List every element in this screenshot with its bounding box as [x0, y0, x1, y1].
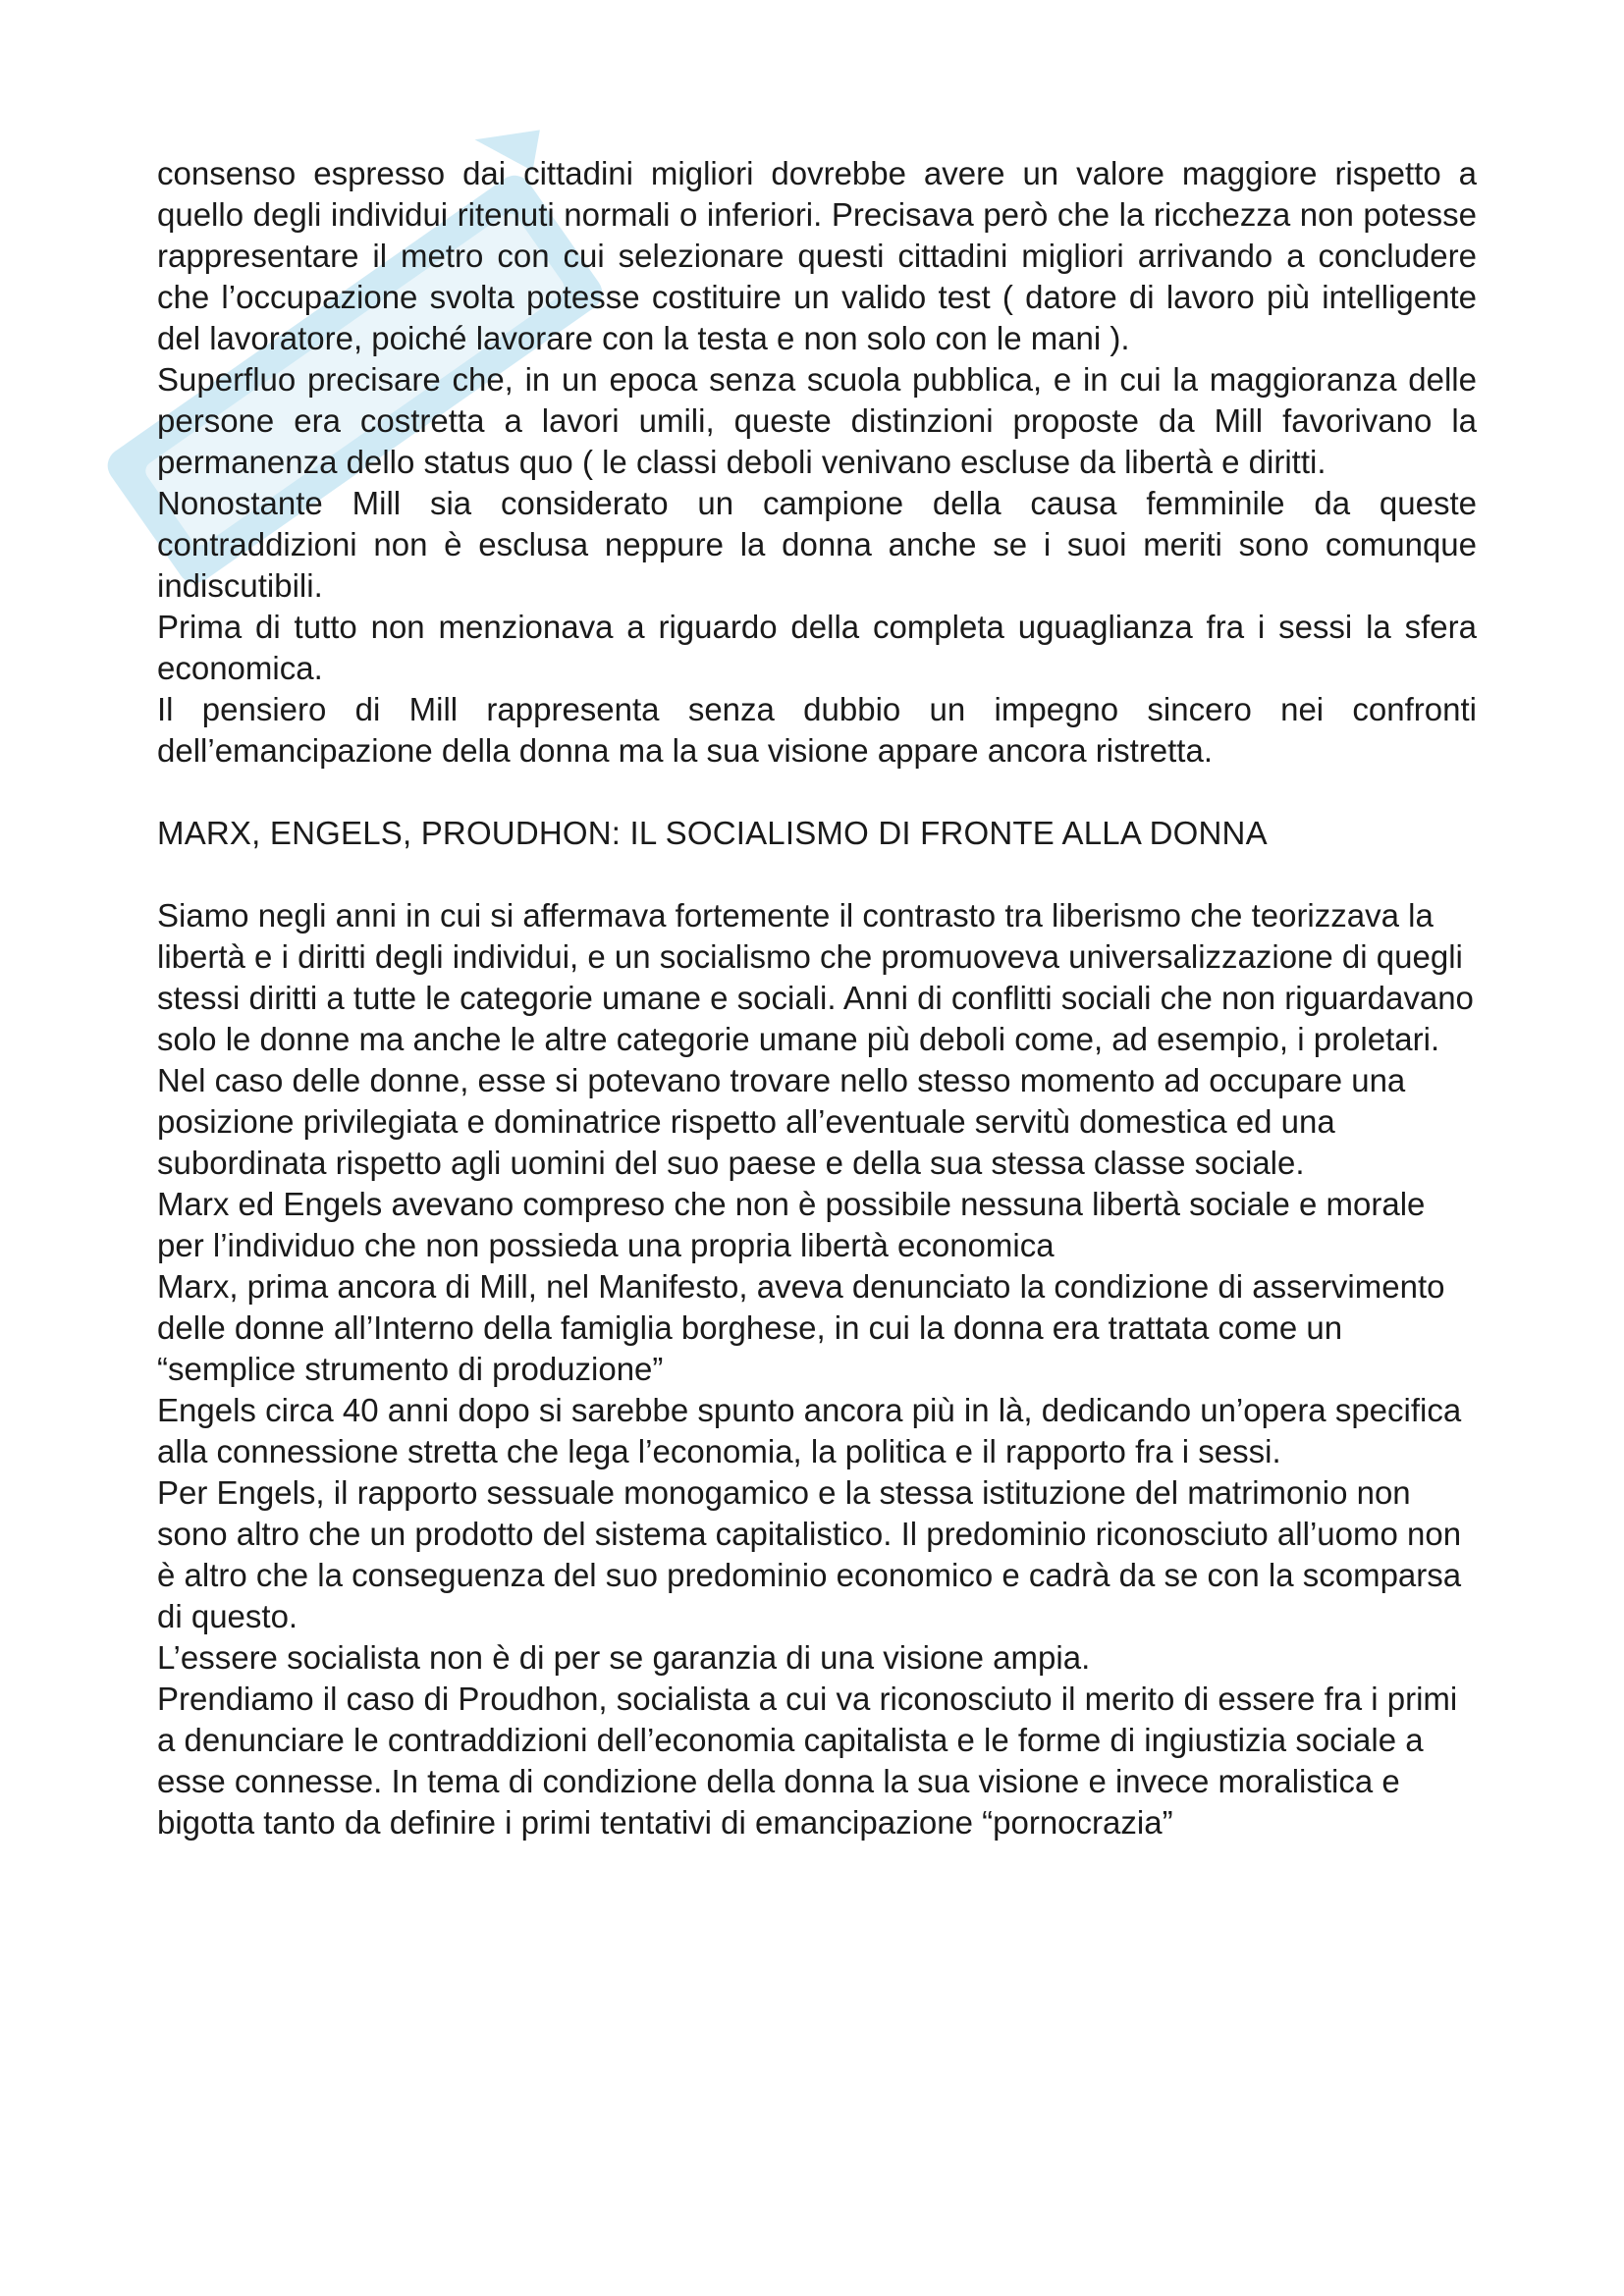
paragraph: Prendiamo il caso di Proudhon, socialista a cui va riconosciuto il merito di essere fra i primi a denunciare le contraddizioni dell’economia capitalista e le forme di ingiustizia sociale a esse connesse. In tema di condizione della donna la sua visione e invece moralistica e bigotta tanto da definire i primi tentativi di emancipazione “pornocrazia” — [157, 1681, 1458, 1841]
paragraph: consenso espresso dai cittadini migliori dovrebbe avere un valore maggiore rispetto a quello degli individui ritenuti normali o inferiori. Precisava però che la ricchezza non potesse rappresentare il metro con cui selezionare questi cittadini migliori arrivando a concludere che l’occupazione svolta potesse costituire un valido test ( datore di lavoro più intelligente del lavoratore, poiché lavorare con la testa e non solo con le mani ). — [157, 155, 1477, 356]
paragraph: Marx, prima ancora di Mill, nel Manifesto, aveva denunciato la condizione di asservimento delle donne all’Interno della famiglia borghese, in cui la donna era trattata come un “semplice strumento di produzione” — [157, 1268, 1445, 1387]
paragraph: L’essere socialista non è di per se garanzia di una visione ampia. — [157, 1639, 1091, 1676]
paragraph: Nonostante Mill sia considerato un campione della causa femminile da queste contraddizioni non è esclusa neppure la donna anche se i suoi meriti sono comunque indiscutibili. — [157, 485, 1477, 604]
paragraph: Prima di tutto non menzionava a riguardo della completa uguaglianza fra i sessi la sfera economica. — [157, 609, 1477, 686]
section-heading: MARX, ENGELS, PROUDHON: IL SOCIALISMO DI FRONTE ALLA DONNA — [157, 815, 1268, 851]
paragraph: Nel caso delle donne, esse si potevano trovare nello stesso momento ad occupare una posizione privilegiata e dominatrice rispetto all’eventuale servitù domestica ed una subordinata rispetto agli uomini del suo paese e della sua stessa classe sociale. — [157, 1062, 1406, 1181]
paragraph: Siamo negli anni in cui si affermava fortemente il contrasto tra liberismo che teorizzava la libertà e i diritti degli individui, e un socialismo che promuoveva universalizzazione di quegli stessi diritti a tutte le categorie umane e sociali. Anni di conflitti sociali che non riguardavano solo le donne ma anche le altre categorie umane più deboli come, ad esempio, i proletari. — [157, 897, 1474, 1057]
paragraph: Marx ed Engels avevano compreso che non è possibile nessuna libertà sociale e morale per l’individuo che non possieda una propria libertà economica — [157, 1186, 1426, 1263]
section-mill — [157, 153, 1477, 772]
paragraph: Per Engels, il rapporto sessuale monogamico e la stessa istituzione del matrimonio non sono altro che un prodotto del sistema capitalistico. Il predominio riconosciuto all’uomo non è altro che la conseguenza del suo predominio economico e cadrà da se con la scomparsa di questo. — [157, 1474, 1462, 1634]
paragraph: Superfluo precisare che, in un epoca senza scuola pubblica, e in cui la maggioranza delle persone era costretta a lavori umili, queste distinzioni proposte da Mill favorivano la permanenza dello status quo ( le classi deboli venivano escluse da libertà e diritti. — [157, 361, 1477, 480]
paragraph: Il pensiero di Mill rappresenta senza dubbio un impegno sincero nei confronti dell’emancipazione della donna ma la sua visione appare ancora ristretta. — [157, 691, 1477, 769]
document-body — [157, 153, 1477, 1843]
section-socialism — [157, 895, 1477, 1843]
paragraph: Engels circa 40 anni dopo si sarebbe spunto ancora più in là, dedicando un’opera specifica alla connessione stretta che lega l’economia, la politica e il rapporto fra i sessi. — [157, 1392, 1462, 1469]
